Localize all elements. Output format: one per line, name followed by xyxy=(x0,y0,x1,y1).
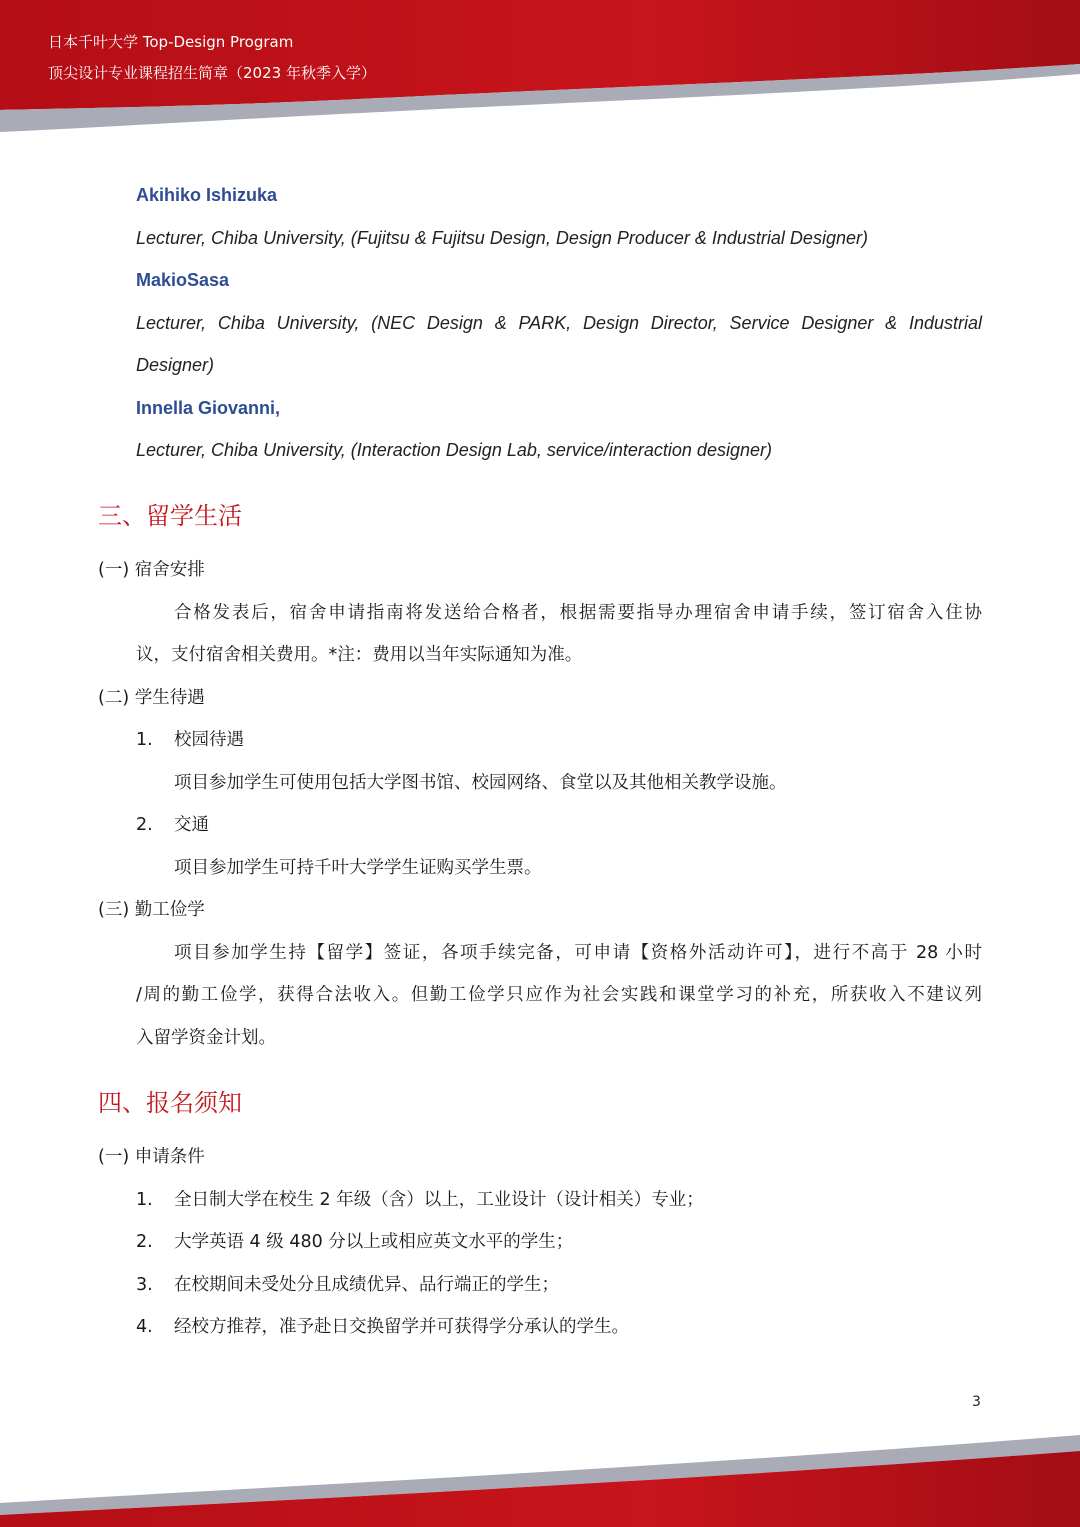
subsection-conditions: (一) 申请条件 xyxy=(98,1147,205,1167)
subsection-benefits: (二) 学生待遇 xyxy=(98,688,205,708)
faculty-name-2: MakioSasa xyxy=(136,270,230,290)
benefit-number-2: 2. xyxy=(136,815,153,835)
subsection-dorm: (一) 宿舍安排 xyxy=(98,560,205,580)
faculty-role-2-cont: Designer) xyxy=(136,355,215,375)
condition-text-1: 全日制大学在校生 2 年级（含）以上，工业设计（设计相关）专业； xyxy=(174,1190,704,1210)
condition-number-2: 2. xyxy=(136,1232,153,1252)
faculty-role-1: Lecturer, Chiba University, (Fujitsu & Fujitsu Design, Design Producer & Industrial Designer) xyxy=(136,228,868,248)
benefit-text-1: 项目参加学生可使用包括大学图书馆、校园网络、食堂以及其他相关教学设施。 xyxy=(174,773,787,793)
benefit-text-2: 项目参加学生可持千叶大学学生证购买学生票。 xyxy=(174,858,542,878)
section-heading-3: 三、留学生活 xyxy=(98,502,242,530)
condition-text-3: 在校期间未受处分且成绩优异、品行端正的学生； xyxy=(174,1275,559,1295)
footer-band xyxy=(0,1425,1080,1527)
condition-number-4: 4. xyxy=(136,1317,153,1337)
benefit-title-1: 校园待遇 xyxy=(174,730,244,750)
section-heading-4: 四、报名须知 xyxy=(98,1089,242,1117)
work-text-line1: 项目参加学生持【留学】签证，各项手续完备，可申请【资格外活动许可】，进行不高于 28 小时 xyxy=(174,943,982,963)
condition-text-4: 经校方推荐，准予赴日交换留学并可获得学分承认的学生。 xyxy=(174,1317,629,1337)
faculty-name-1: Akihiko Ishizuka xyxy=(136,185,278,205)
benefit-number-1: 1. xyxy=(136,730,153,750)
faculty-role-2: Lecturer, Chiba University, (NEC Design & PARK, Design Director, Service Designer & Industrial xyxy=(136,313,982,333)
work-text-line3: 入留学资金计划。 xyxy=(136,1028,276,1048)
work-text-line2: /周的勤工俭学，获得合法收入。但勤工俭学只应作为社会实践和课堂学习的补充，所获收入不建议列 xyxy=(136,985,982,1005)
condition-text-2: 大学英语 4 级 480 分以上或相应英文水平的学生； xyxy=(174,1232,574,1252)
condition-number-1: 1. xyxy=(136,1190,153,1210)
header-subtitle: 顶尖设计专业课程招生简章（2023 年秋季入学） xyxy=(48,64,376,82)
benefit-title-2: 交通 xyxy=(174,815,209,835)
condition-number-3: 3. xyxy=(136,1275,153,1295)
header-title: 日本千叶大学 Top-Design Program xyxy=(48,33,294,51)
page-number: 3 xyxy=(972,1394,981,1410)
faculty-name-3: Innella Giovanni, xyxy=(136,398,281,418)
dorm-text-line2: 议，支付宿舍相关费用。*注：费用以当年实际通知为准。 xyxy=(136,645,583,665)
faculty-role-3: Lecturer, Chiba University, (Interaction Design Lab, service/interaction designer) xyxy=(136,440,772,460)
dorm-text-line1: 合格发表后，宿舍申请指南将发送给合格者，根据需要指导办理宿舍申请手续，签订宿舍入住协 xyxy=(174,603,982,623)
subsection-work: (三) 勤工俭学 xyxy=(98,900,205,920)
